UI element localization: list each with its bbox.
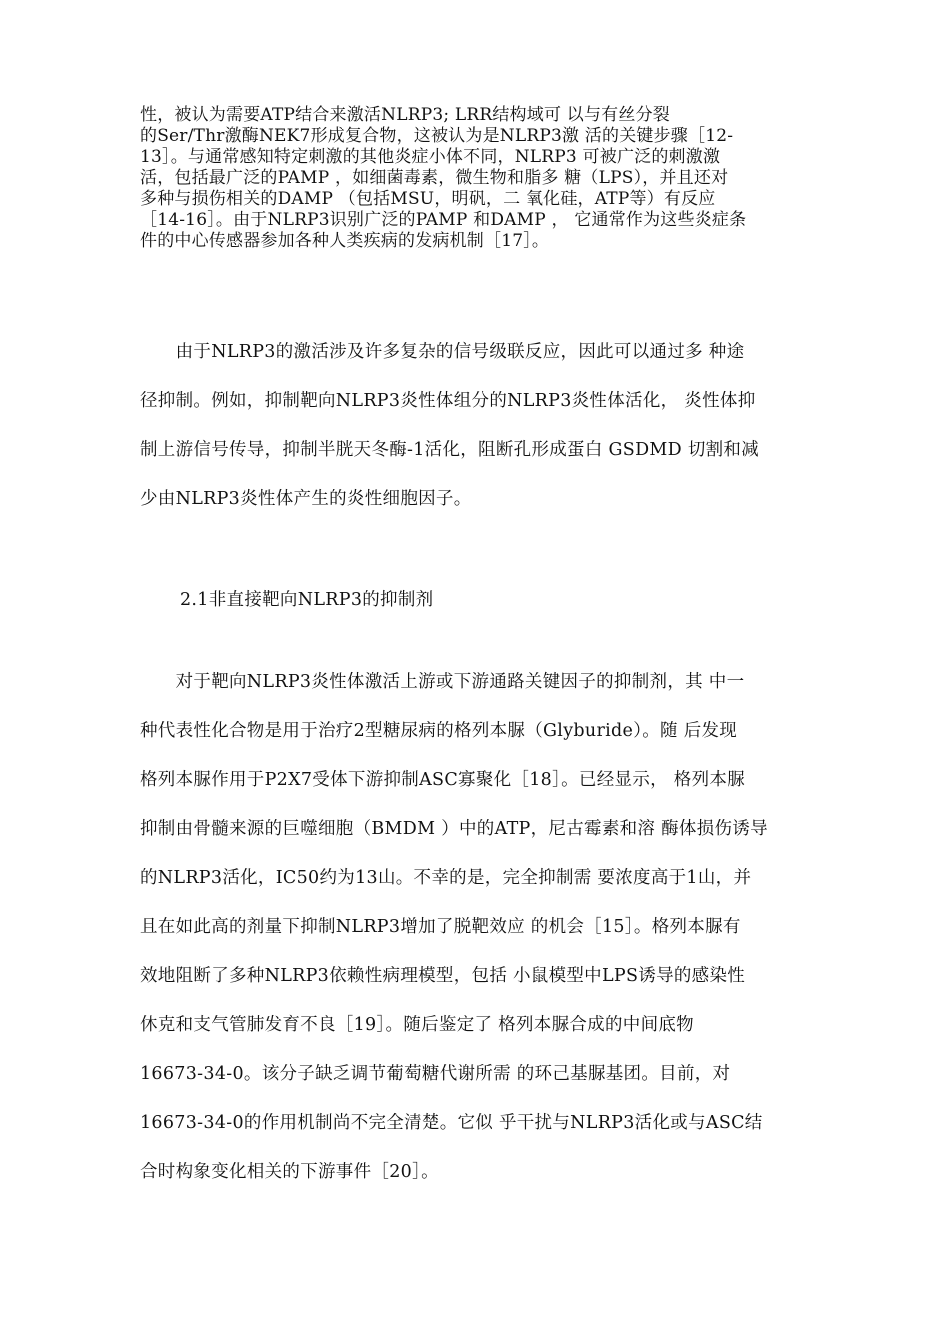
text-line-content: 对于靶向NLRP3炎性体激活上游或下游通路关键因子的抑制剂，其 中一 (175, 672, 745, 692)
text-line: 16673-34-0的作用机制尚不完全清楚。它似 乎干扰与NLRP3活化或与ASC结 (140, 1113, 763, 1133)
text-line: 件的中心传感器参加各种人类疾病的发病机制［17］。 (140, 231, 550, 251)
text-line: 少由NLRP3炎性体产生的炎性细胞因子。 (140, 489, 472, 509)
text-line: 种代表性化合物是用于治疗2型糖尿病的格列本脲（Glyburide）。随 后发现 (140, 721, 738, 741)
paragraph-glyburide (140, 658, 830, 1197)
text-line: 活，包括最广泛的PAMP ，如细菌毒素，微生物和脂多 糖（LPS），并且还对 (140, 168, 729, 188)
text-line: 格列本脲作用于P2X7受体下游抑制ASC寡聚化［18］。已经显示， 格列本脲 (140, 770, 745, 790)
section-heading: 2.1非直接靶向NLRP3的抑制剂 (180, 590, 434, 610)
text-line: 制上游信号传导，抑制半胱天冬酶-1活化，阻断孔形成蛋白 GSDMD 切割和减 (140, 440, 760, 460)
text-line: 抑制由骨髓来源的巨噬细胞（BMDM ）中的ATP，尼古霉素和溶 酶体损伤诱导 (140, 819, 768, 839)
text-line: 合时构象变化相关的下游事件［20］。 (140, 1162, 439, 1182)
text-line (140, 658, 830, 707)
text-line: 13］。与通常感知特定刺激的其他炎症小体不同，NLRP3 可被广泛的刺激激 (140, 147, 721, 167)
text-line: 且在如此高的剂量下抑制NLRP3增加了脱靶效应 的机会［15］。格列本脲有 (140, 917, 741, 937)
text-line (140, 328, 830, 377)
text-line: 16673-34-0。该分子缺乏调节葡萄糖代谢所需 的环己基脲基团。目前，对 (140, 1064, 731, 1084)
text-line: 径抑制。例如，抑制靶向NLRP3炎性体组分的NLRP3炎性体活化， 炎性体抑 (140, 391, 756, 411)
text-line-content: 由于NLRP3的激活涉及许多复杂的信号级联反应，因此可以通过多 种途 (175, 342, 745, 362)
text-line: 效地阻断了多种NLRP3依赖性病理模型，包括 小鼠模型中LPS诱导的感染性 (140, 966, 746, 986)
text-line: 多种与损伤相关的DAMP （包括MSU，明矾，二 氧化硅，ATP等）有反应 (140, 189, 716, 209)
text-line: 性，被认为需要ATP结合来激活NLRP3; LRR结构域可 以与有丝分裂 (140, 105, 670, 125)
text-line: ［14-16］。由于NLRP3识别广泛的PAMP 和DAMP ， 它通常作为这些炎症条 (140, 210, 747, 230)
text-line: 休克和支气管肺发育不良［19］。随后鉴定了 格列本脲合成的中间底物 (140, 1015, 694, 1035)
paragraph-inhibition-pathways (140, 328, 830, 524)
paragraph-nlrp3-activation (140, 105, 830, 252)
text-line: 的Ser/Thr激酶NEK7形成复合物，这被认为是NLRP3激 活的关键步骤［12- (140, 126, 734, 146)
text-line: 的NLRP3活化，IC50约为13山。不幸的是，完全抑制需 要浓度高于1山，并 (140, 868, 752, 888)
